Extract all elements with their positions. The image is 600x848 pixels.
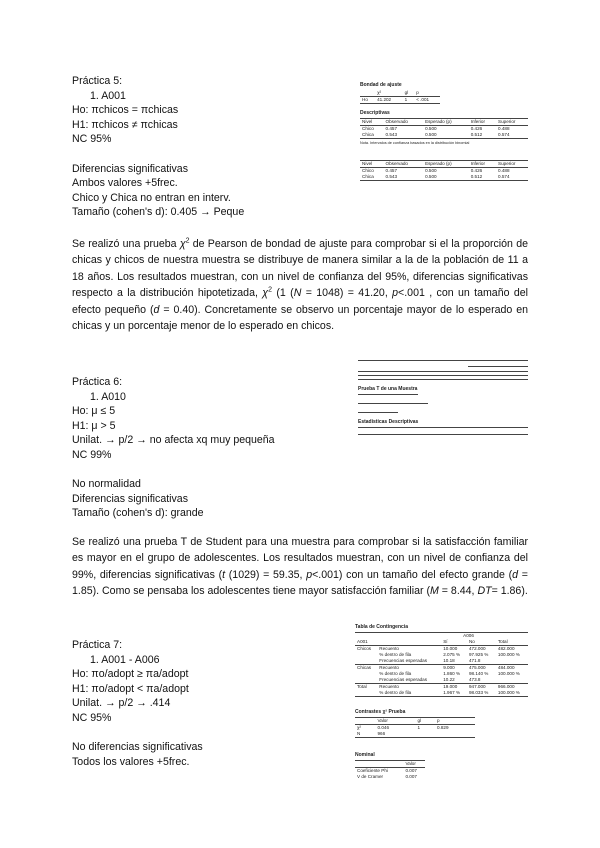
table-6-subtitle: Estadísticas Descriptivas (358, 419, 419, 425)
table-5a-title: Bondad de ajuste (360, 82, 402, 88)
practica-6-conclusion-1: No normalidad (72, 478, 141, 491)
practica-5-h1: H1: πchicos ≠ πchicas (72, 118, 178, 131)
practica-7-item: 1. A001 - A006 (90, 653, 160, 666)
table-7: A006 A001 Sí No Total Chicos Recuento 10.000 472.000 482.000 % dentro de fila 2.075 % 97.925 % 100.000 % Frecuencias esperadas 10.18 471.8 Chicas Recuento 9.000 475.000 484.000 % dentro de fila 1.860 % 98.140 % 100.000 % Frecuencias esperadas 10.22 473.8 Total Recuento 19.000 947.000 966.000 % dentro de fila 1.967 % 98.033 % 100.000 % (355, 632, 528, 696)
practica-7-h1: H1: πo/adopt < πa/adopt (72, 682, 189, 695)
table-5c: Nivel Observado Esperado (p) Inferior Superior Chico 0.457 0.500 0.426 0.488 Chica 0.543 0.500 0.512 0.574 (360, 160, 528, 180)
practica-6-nc: NC 99% (72, 448, 112, 461)
practica-7-nc: NC 95% (72, 711, 112, 724)
practica-6-h1: H1: μ > 5 (72, 419, 116, 432)
practica-6-output-tables (358, 360, 528, 435)
practica-6-conclusion-3: Tamaño (cohen's d): grande (72, 507, 204, 520)
practica-6-unilat: Unilat. → p/2 → no afecta xq muy pequeña (72, 434, 275, 447)
practica-5-conclusion-4: Tamaño (cohen's d): 0.405 → Peque (72, 206, 245, 219)
table-7c-title: Nominal (355, 752, 375, 758)
practica-5-conclusion-3: Chico y Chica no entran en interv. (72, 191, 231, 204)
practica-5-notes (72, 74, 244, 220)
table-7b: Valor gl p χ² 0.046 1 0.829 N 966 (355, 717, 475, 737)
table-5b-title: Descriptivas (360, 110, 390, 116)
practica-7-unilat: Unilat. → p/2 → .414 (72, 697, 171, 710)
practica-7-notes (72, 638, 203, 769)
practica-5-ho: Ho: πchicos = πchicas (72, 104, 179, 117)
practica-6-ho: Ho: μ ≤ 5 (72, 405, 116, 418)
practica-6-notes (72, 375, 275, 521)
practica-7-title: Práctica 7: (72, 639, 123, 651)
practica-5-item: 1. A001 (90, 89, 126, 102)
practica-5-title: Práctica 5: (72, 75, 123, 87)
practica-5-paragraph: Se realizó una prueba $\chi^2$ de Pearson de bondad de ajuste para comprobar si el la proporción de chicas y chicos de nuestra muestra se distribuye de manera similar a la de la población de 11 a 18 años. Los resultados muestran, con un nivel de confianza del 95%, diferencias significativas respecto a la distribución hipotetizada, $\chi^2$ (1 (N = 1048) = 41.20, p<.001 , con un tamaño del efecto pequeño (d = 0.40). Concretamente se observo un porcentaje mayor de lo esperado en chicas y un porcentaje menor de lo esperado en chicos. (72, 237, 528, 333)
table-5b-note: Nota. Intervalos de confianza basados en la distribución binomial (360, 141, 470, 145)
practica-7-ho: Ho: πo/adopt ≥ πa/adopt (72, 668, 189, 681)
practica-6-title: Práctica 6: (72, 376, 123, 388)
table-7-title: Tabla de Contingencia (355, 624, 408, 630)
practica-7-output-tables (355, 624, 528, 780)
table-5b: Nivel Observado Esperado (p) Inferior Superior Chico 0.457 0.500 0.426 0.488 Chica 0.543 0.500 0.512 0.574 (360, 118, 528, 138)
table-6-title: Prueba T de una Muestra (358, 386, 418, 392)
practica-5-output-tables (360, 82, 528, 181)
practica-6-conclusion-2: Diferencias significativas (72, 492, 188, 505)
practica-7-conclusion-1: No diferencias significativas (72, 741, 203, 754)
practica-5-conclusion-2: Ambos valores +5frec. (72, 177, 178, 190)
table-7c: Valor Coeficiente Phi 0.007 V de Cramer 0.007 (355, 760, 425, 780)
practica-5-conclusion-1: Diferencias significativas (72, 162, 188, 175)
practica-7-conclusion-2: Todos los valores +5frec. (72, 755, 190, 768)
practica-6-paragraph: Se realizó una prueba T de Student para una muestra para comprobar si la satisfacción familiar es mayor en el grupo de adolescentes. Los resultados muestran, con un nivel de confianza del 99%, diferencias significativas (t (1029) = 59.35, p<.001) con un tamaño del efecto grande (d = 1.85). Como se pensaba los adolescentes tiene mayor satisfacción familiar (M = 8.44, DT= 1.86). (72, 536, 528, 598)
table-5a: χ² gl p Ho 41.202 1 < .001 (360, 90, 440, 103)
table-7b-title: Contrastes χ² Prueba (355, 709, 406, 715)
practica-6-item: 1. A010 (90, 390, 126, 403)
practica-5-nc: NC 95% (72, 133, 112, 146)
